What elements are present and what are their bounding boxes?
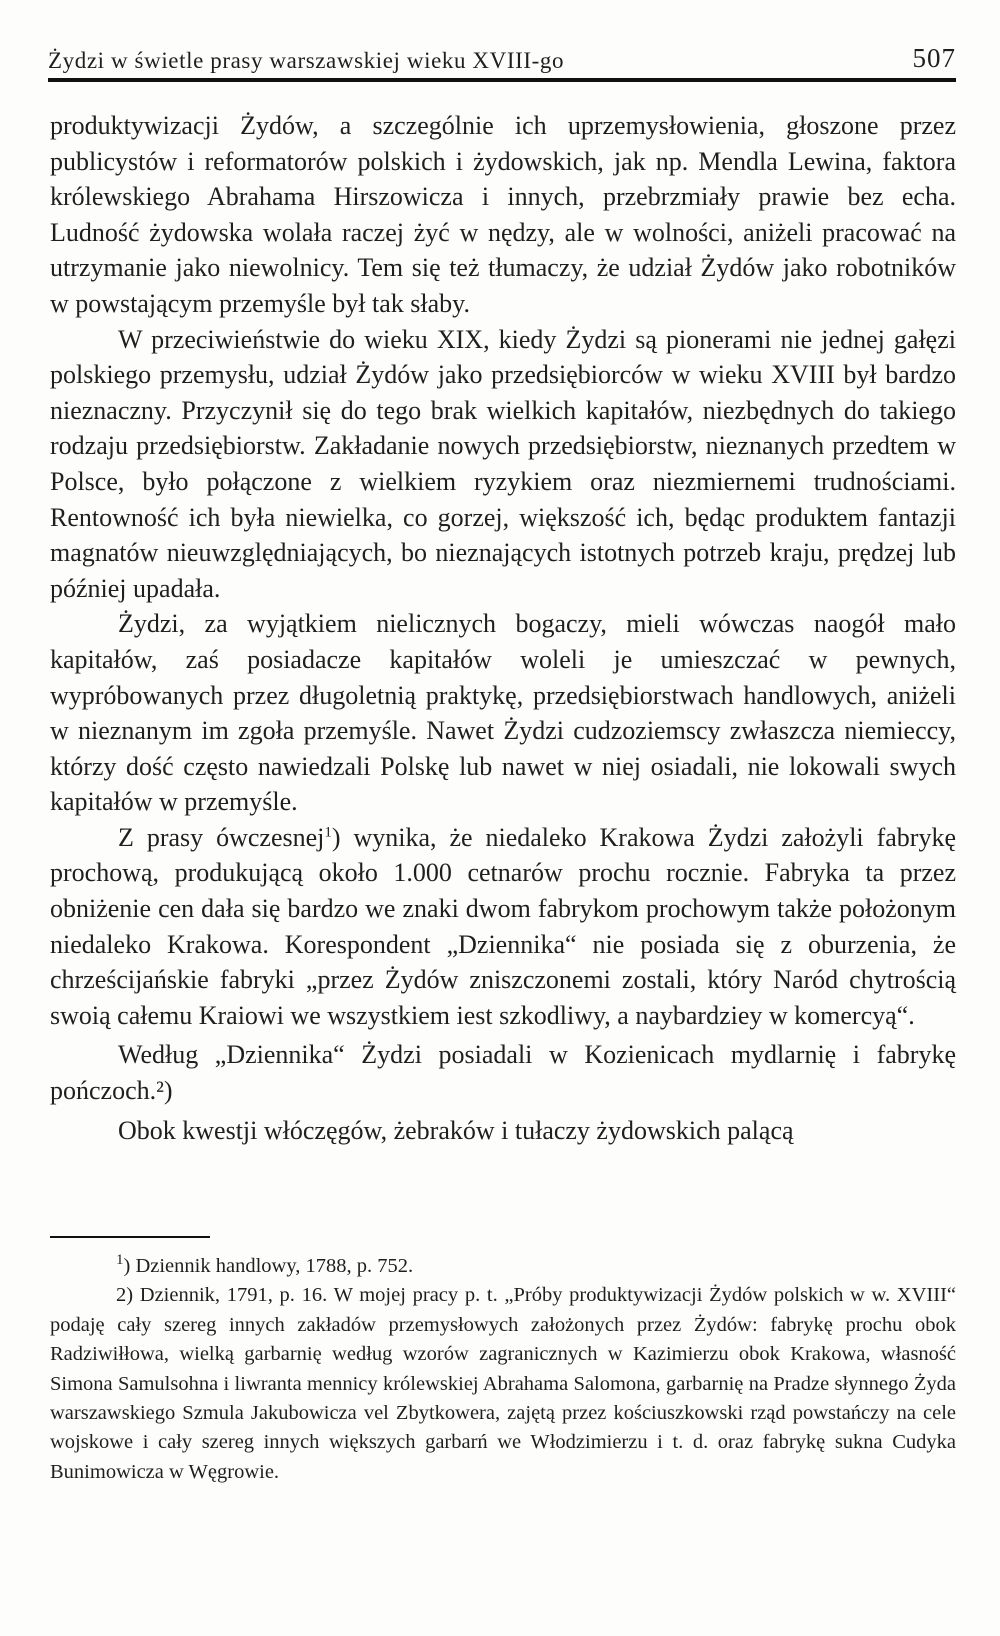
paragraph-4-rest: ) wynika, że niedaleko Krakowa Żydzi założyli fabrykę prochową, produkującą około 1.000 cetnarów prochu rocznie. Fabryka ta przez obniżenie cen dała się bardzo we znaki dwom fabrykom prochowym także położonym niedaleko Krakowa. Korespondent „Dziennika“ nie posiada się z oburzenia, że chrześcijańskie fabryki „przez Żydów zniszczonemi zostali, który Naród chytrością swoią całemu Kraiowi we wszystkiem iest szkodliwy, a naybardziey w komercyą“. [50, 822, 956, 1030]
body-text [50, 108, 956, 1148]
paragraph-2: W przeciwieństwie do wieku XIX, kiedy Żydzi są pionerami nie jednej gałęzi polskiego przemysłu, udział Żydów jako przedsiębiorców w wieku XVIII był bardzo nieznaczny. Przyczynił się do tego brak wielkich kapitałów, niezbędnych do takiego rodzaju przedsiębiorstw. Zakładanie nowych przedsiębiorstw, nieznanych przedtem w Polsce, było połączone z wielkiem ryzykiem oraz niezmiernemi trudnościami. Rentowność ich była niewielka, co gorzej, większość ich, będąc produktem fantazji magnatów nieuwzględniających, bo nieznających istotnych potrzeb kraju, prędzej lub później upadała. [50, 324, 956, 603]
footnote-1-mark: 1 [116, 1252, 124, 1269]
footnote-2-mark: 2 [116, 1284, 127, 1307]
paragraph-3: Żydzi, za wyjątkiem nielicznych bogaczy, mieli wówczas naogół mało kapitałów, zaś posiadacze kapitałów woleli je umieszczać w pewnych, wypróbowanych przez długoletnią praktykę, przedsiębiorstwach handlowych, aniżeli w nieznanym im zgoła przemyśle. Nawet Żydzi cudzoziemscy zwłaszcza niemieccy, którzy dość często nawiedzali Polskę lub nawet w niej osiadali, nie lokowali swych kapitałów w przemyśle. [50, 609, 956, 817]
paragraph-4-start: Z prasy ówczesnej [118, 822, 325, 852]
footnote-2 [50, 1281, 956, 1487]
footnote-2-text: ) Dziennik, 1791, p. 16. W mojej pracy p. t. „Próby produktywizacji Żydów polskich w w. XVIII“ podaję cały szereg innych zakładów przemysłowych założonych przez Żydów: fabrykę prochu obok Radziwiłłowa, wielką garbarnię według wzorów zagranicznych w Kazimierzu obok Krakowa, własność Simona Samulsohna i liwranta mennicy królewskiej Abrahama Salomona, garbarnię na Pradze słynnego Żyda warszawskiego Szmula Jakubowicza vel Zbytkowera, zajętą przez kościuszkowski rząd powstańczy na cele wojskowe i cały szereg innych większych garbarń we Włodzimierzu i t. d. oraz fabrykę sukna Cudyka Bunimowicza w Węgrowie. [50, 1284, 956, 1483]
footnote-rule [50, 1236, 210, 1238]
footnote-1-text: ) Dziennik handlowy, 1788, p. 752. [123, 1255, 414, 1277]
page-header [48, 34, 956, 74]
header-rule [48, 78, 956, 82]
footnote-1 [50, 1252, 956, 1281]
footnote-ref-1: 1 [324, 824, 332, 841]
page-number: 507 [912, 43, 956, 73]
paragraph-4 [50, 820, 956, 1034]
running-title: Żydzi w świetle prasy warszawskiej wieku XVIII-go [48, 48, 565, 73]
paragraph-6: Obok kwestji włóczęgów, żebraków i tułaczy żydowskich palącą [118, 1115, 794, 1145]
paragraph-1: produktywizacji Żydów, a szczególnie ich uprzemysłowienia, głoszone przez publicystów i reformatorów polskich i żydowskich, jak np. Mendla Lewina, faktora królewskiego Abrahama Hirszowicza i innych, przebrzmiały prawie bez echa. Ludność żydowska wolała raczej żyć w nędzy, ale w wolności, aniżeli pracować na utrzymanie jako niewolnicy. Tem się też tłumaczy, że udział Żydów jako robotników w powstającym przemyśle był tak słaby. [50, 111, 956, 318]
paragraph-5: Według „Dziennika“ Żydzi posiadali w Kozienicach mydlarnię i fabrykę pończoch.²) [50, 1040, 956, 1106]
footnotes [50, 1252, 956, 1487]
